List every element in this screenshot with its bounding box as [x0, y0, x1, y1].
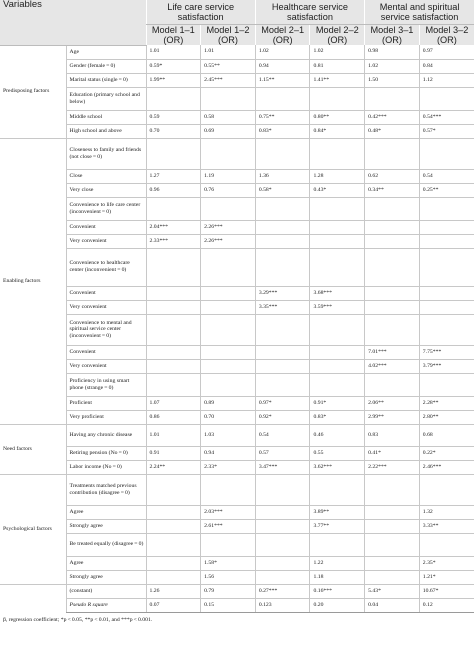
odds-ratio-cell: 0.69: [201, 124, 256, 138]
odds-ratio-cell: 7.75***: [419, 345, 474, 359]
odds-ratio-cell: 7.01***: [365, 345, 420, 359]
odds-ratio-cell: 0.46: [310, 424, 365, 446]
odds-ratio-cell: [310, 234, 365, 248]
table-row: [0, 183, 474, 197]
variable-label: Proficient: [66, 396, 146, 410]
variable-label: Convenience to life care center (inconvenient = 0): [66, 197, 146, 220]
group-label: Psychological factors: [0, 474, 66, 584]
odds-ratio-cell: 1.02: [310, 45, 365, 59]
table-row: [0, 424, 474, 446]
variable-label: Retiring pension (No = 0): [66, 446, 146, 460]
odds-ratio-cell: 0.68: [419, 424, 474, 446]
footnote: β, regression coefficient; *p < 0.05, **p < 0.01, and ***p < 0.001.: [3, 616, 153, 623]
variables-header: Variables: [0, 0, 146, 45]
table-row: [0, 124, 474, 138]
odds-ratio-cell: [255, 248, 310, 286]
odds-ratio-cell: 0.84: [419, 59, 474, 73]
odds-ratio-cell: 0.25**: [419, 183, 474, 197]
odds-ratio-cell: 2.26***: [201, 234, 256, 248]
odds-ratio-cell: 2.26***: [201, 220, 256, 234]
odds-ratio-cell: 2.22***: [365, 460, 420, 474]
odds-ratio-cell: [146, 87, 201, 110]
odds-ratio-cell: 2.04***: [146, 220, 201, 234]
odds-ratio-cell: 1.26: [146, 584, 201, 598]
group-header-life-care: Life care service satisfaction: [146, 0, 255, 25]
odds-ratio-cell: 0.48*: [365, 124, 420, 138]
odds-ratio-cell: [146, 248, 201, 286]
odds-ratio-cell: [146, 373, 201, 396]
table-body: [0, 45, 474, 612]
odds-ratio-cell: 0.62: [365, 169, 420, 183]
odds-ratio-cell: 0.123: [255, 598, 310, 612]
odds-ratio-cell: [365, 286, 420, 300]
odds-ratio-cell: [365, 519, 420, 533]
odds-ratio-cell: 0.97: [419, 45, 474, 59]
odds-ratio-cell: [365, 570, 420, 584]
variable-label: Convenient: [66, 286, 146, 300]
odds-ratio-cell: 1.50: [365, 73, 420, 87]
odds-ratio-cell: [310, 138, 365, 169]
odds-ratio-cell: [146, 519, 201, 533]
variable-label: Very close: [66, 183, 146, 197]
odds-ratio-cell: [201, 359, 256, 373]
model-header: Model 3–2 (OR): [419, 25, 474, 46]
group-header-healthcare: Healthcare service satisfaction: [255, 0, 364, 25]
variable-label: Closeness to family and friends (not close = 0): [66, 138, 146, 169]
group-label: Enabling factors: [0, 138, 66, 424]
table-row: [0, 59, 474, 73]
odds-ratio-cell: [255, 220, 310, 234]
variable-label: Agree: [66, 556, 146, 570]
odds-ratio-cell: 3.29***: [255, 286, 310, 300]
odds-ratio-cell: [419, 300, 474, 314]
odds-ratio-cell: 2.46***: [419, 460, 474, 474]
variable-label: Education (primary school and below): [66, 87, 146, 110]
odds-ratio-cell: [365, 505, 420, 519]
odds-ratio-cell: [255, 345, 310, 359]
variable-label: Be treated equally (disagree = 0): [66, 533, 146, 556]
odds-ratio-cell: 3.89**: [310, 505, 365, 519]
odds-ratio-cell: 1.22: [310, 556, 365, 570]
odds-ratio-cell: 0.57: [255, 446, 310, 460]
odds-ratio-cell: [419, 314, 474, 345]
model-header: Model 2–1 (OR): [255, 25, 310, 46]
odds-ratio-cell: [255, 556, 310, 570]
group-header-mental-spiritual: Mental and spiritual service satisfaction: [365, 0, 474, 25]
table-row: [0, 169, 474, 183]
odds-ratio-cell: 3.35***: [255, 300, 310, 314]
odds-ratio-cell: 1.03: [201, 424, 256, 446]
odds-ratio-cell: 0.34**: [365, 183, 420, 197]
odds-ratio-cell: [419, 138, 474, 169]
table-row: [0, 396, 474, 410]
odds-ratio-cell: 1.56: [201, 570, 256, 584]
variable-label: Convenience to mental and spiritual service center (inconvenient = 0): [66, 314, 146, 345]
odds-ratio-cell: 2.24**: [146, 460, 201, 474]
odds-ratio-cell: 0.15: [201, 598, 256, 612]
odds-ratio-cell: [310, 248, 365, 286]
variable-label: Age: [66, 45, 146, 59]
odds-ratio-cell: 2.99**: [365, 410, 420, 424]
odds-ratio-cell: [146, 505, 201, 519]
odds-ratio-cell: 2.35*: [419, 556, 474, 570]
variable-label: Proficiency in using smart phone (strange = 0): [66, 373, 146, 396]
odds-ratio-cell: [310, 359, 365, 373]
table-row: [0, 110, 474, 124]
table-row: [0, 570, 474, 584]
odds-ratio-cell: 0.79: [201, 584, 256, 598]
odds-ratio-cell: 2.03***: [201, 505, 256, 519]
odds-ratio-cell: [255, 474, 310, 505]
odds-ratio-cell: 0.16***: [310, 584, 365, 598]
odds-ratio-cell: 0.80**: [310, 110, 365, 124]
odds-ratio-cell: [146, 197, 201, 220]
odds-ratio-cell: 0.70: [201, 410, 256, 424]
table-row: [0, 345, 474, 359]
odds-ratio-cell: [146, 556, 201, 570]
odds-ratio-cell: 0.75**: [255, 110, 310, 124]
odds-ratio-cell: 0.41*: [365, 446, 420, 460]
odds-ratio-cell: 1.18: [310, 570, 365, 584]
odds-ratio-cell: 2.33***: [146, 234, 201, 248]
odds-ratio-cell: 0.54: [255, 424, 310, 446]
odds-ratio-cell: 0.12: [419, 598, 474, 612]
odds-ratio-cell: [310, 533, 365, 556]
variable-label: Pseudo R square: [66, 598, 146, 612]
table-row: [0, 234, 474, 248]
group-label: [0, 584, 66, 612]
odds-ratio-cell: 0.83*: [255, 124, 310, 138]
odds-ratio-cell: [419, 248, 474, 286]
odds-ratio-cell: 3.77**: [310, 519, 365, 533]
odds-ratio-cell: [255, 533, 310, 556]
odds-ratio-cell: [201, 373, 256, 396]
odds-ratio-cell: [365, 197, 420, 220]
odds-ratio-cell: [201, 300, 256, 314]
odds-ratio-cell: 0.84*: [310, 124, 365, 138]
odds-ratio-cell: 0.70: [146, 124, 201, 138]
odds-ratio-cell: [365, 533, 420, 556]
odds-ratio-cell: 0.81: [310, 59, 365, 73]
group-label: Need factors: [0, 424, 66, 474]
odds-ratio-cell: 0.57*: [419, 124, 474, 138]
table-row: [0, 220, 474, 234]
odds-ratio-cell: [419, 220, 474, 234]
odds-ratio-cell: 3.79***: [419, 359, 474, 373]
odds-ratio-cell: [419, 373, 474, 396]
odds-ratio-cell: 1.15**: [255, 73, 310, 87]
odds-ratio-cell: 1.02: [255, 45, 310, 59]
odds-ratio-cell: [146, 138, 201, 169]
odds-ratio-cell: 3.62***: [310, 460, 365, 474]
odds-ratio-cell: 1.28: [310, 169, 365, 183]
odds-ratio-cell: 0.94: [255, 59, 310, 73]
odds-ratio-cell: [255, 505, 310, 519]
variable-label: Very convenient: [66, 359, 146, 373]
odds-ratio-cell: 0.42***: [365, 110, 420, 124]
odds-ratio-cell: [255, 570, 310, 584]
group-label: Predisposing factors: [3, 88, 50, 95]
odds-ratio-cell: 0.91: [146, 446, 201, 460]
odds-ratio-cell: 1.41**: [310, 73, 365, 87]
odds-ratio-cell: [146, 286, 201, 300]
odds-ratio-cell: 0.59: [146, 110, 201, 124]
variable-label: Very convenient: [66, 300, 146, 314]
odds-ratio-cell: [419, 474, 474, 505]
odds-ratio-cell: 0.76: [201, 183, 256, 197]
table-row: [0, 505, 474, 519]
table-row: [0, 248, 474, 286]
odds-ratio-cell: 1.01: [146, 45, 201, 59]
odds-ratio-cell: 0.96: [146, 183, 201, 197]
variable-label: Very convenient: [66, 234, 146, 248]
odds-ratio-cell: [419, 286, 474, 300]
odds-ratio-cell: [201, 474, 256, 505]
odds-ratio-cell: 4.02***: [365, 359, 420, 373]
model-header: Model 3–1 (OR): [365, 25, 420, 46]
table-row: [0, 373, 474, 396]
odds-ratio-cell: [310, 373, 365, 396]
odds-ratio-cell: 1.12: [419, 73, 474, 87]
table-row: [0, 533, 474, 556]
odds-ratio-cell: [365, 373, 420, 396]
odds-ratio-cell: 0.89: [201, 396, 256, 410]
odds-ratio-cell: 0.07: [146, 598, 201, 612]
odds-ratio-cell: 3.47***: [255, 460, 310, 474]
odds-ratio-cell: 0.54: [419, 169, 474, 183]
odds-ratio-cell: [310, 314, 365, 345]
odds-ratio-cell: 2.45***: [201, 73, 256, 87]
odds-ratio-cell: [419, 234, 474, 248]
odds-ratio-cell: [201, 87, 256, 110]
table-row: [0, 474, 474, 505]
odds-ratio-cell: 0.83*: [310, 410, 365, 424]
odds-ratio-cell: 0.43*: [310, 183, 365, 197]
variable-label: Marital status (single = 0): [66, 73, 146, 87]
variable-label: Strongly agree: [66, 519, 146, 533]
table-row: [0, 584, 474, 598]
odds-ratio-cell: 2.28**: [419, 396, 474, 410]
odds-ratio-cell: [310, 474, 365, 505]
odds-ratio-cell: 0.91*: [310, 396, 365, 410]
odds-ratio-cell: [310, 87, 365, 110]
table-row: [0, 556, 474, 570]
odds-ratio-cell: 0.59*: [146, 59, 201, 73]
odds-ratio-cell: 0.97*: [255, 396, 310, 410]
odds-ratio-cell: [201, 248, 256, 286]
odds-ratio-cell: 1.99**: [146, 73, 201, 87]
odds-ratio-cell: [365, 556, 420, 570]
odds-ratio-cell: [146, 314, 201, 345]
odds-ratio-cell: 2.33*: [201, 460, 256, 474]
odds-ratio-cell: [146, 345, 201, 359]
odds-ratio-cell: [255, 234, 310, 248]
odds-ratio-cell: 0.04: [365, 598, 420, 612]
odds-ratio-cell: 0.27***: [255, 584, 310, 598]
odds-ratio-cell: [365, 234, 420, 248]
odds-ratio-cell: 3.33**: [419, 519, 474, 533]
variable-label: (constant): [66, 584, 146, 598]
table-row: [0, 410, 474, 424]
table-row: [0, 519, 474, 533]
odds-ratio-cell: 0.98: [365, 45, 420, 59]
odds-ratio-cell: [365, 220, 420, 234]
odds-ratio-cell: [365, 138, 420, 169]
table-row: [0, 300, 474, 314]
odds-ratio-cell: [201, 197, 256, 220]
table-row: [0, 598, 474, 612]
variable-label: Close: [66, 169, 146, 183]
odds-ratio-cell: 0.22*: [419, 446, 474, 460]
odds-ratio-cell: [146, 570, 201, 584]
odds-ratio-cell: 1.58*: [201, 556, 256, 570]
variable-label: High school and above: [66, 124, 146, 138]
odds-ratio-cell: [365, 300, 420, 314]
table-row: [0, 359, 474, 373]
variable-label: Very proficient: [66, 410, 146, 424]
odds-ratio-cell: [255, 197, 310, 220]
odds-ratio-cell: [201, 138, 256, 169]
odds-ratio-cell: 1.36: [255, 169, 310, 183]
odds-ratio-cell: [255, 373, 310, 396]
table-row: [0, 138, 474, 169]
odds-ratio-cell: [310, 197, 365, 220]
odds-ratio-cell: [201, 533, 256, 556]
odds-ratio-cell: 2.61***: [201, 519, 256, 533]
odds-ratio-cell: 1.27: [146, 169, 201, 183]
odds-ratio-cell: 1.19: [201, 169, 256, 183]
odds-ratio-cell: [146, 533, 201, 556]
table-row: [0, 446, 474, 460]
odds-ratio-cell: [365, 87, 420, 110]
odds-ratio-cell: [419, 87, 474, 110]
variable-label: Gender (female = 0): [66, 59, 146, 73]
odds-ratio-cell: 0.55**: [201, 59, 256, 73]
odds-ratio-cell: 0.86: [146, 410, 201, 424]
odds-ratio-cell: 0.92*: [255, 410, 310, 424]
odds-ratio-cell: [365, 314, 420, 345]
odds-ratio-cell: 1.07: [146, 396, 201, 410]
odds-ratio-cell: [255, 87, 310, 110]
odds-ratio-cell: [255, 314, 310, 345]
table-row: [0, 197, 474, 220]
odds-ratio-cell: 0.58*: [255, 183, 310, 197]
odds-ratio-cell: 0.58: [201, 110, 256, 124]
odds-ratio-cell: [255, 519, 310, 533]
variable-label: Convenient: [66, 345, 146, 359]
header-row-groups: [0, 0, 474, 25]
table-row: [0, 45, 474, 59]
odds-ratio-cell: 0.94: [201, 446, 256, 460]
variable-label: Having any chronic disease: [66, 424, 146, 446]
variable-label: Middle school: [66, 110, 146, 124]
odds-ratio-cell: [419, 533, 474, 556]
odds-ratio-cell: [419, 197, 474, 220]
odds-ratio-cell: [365, 248, 420, 286]
odds-ratio-cell: [255, 359, 310, 373]
odds-ratio-cell: 3.68***: [310, 286, 365, 300]
variable-label: Convenient: [66, 220, 146, 234]
odds-ratio-cell: 1.32: [419, 505, 474, 519]
variable-label: Labor income (No = 0): [66, 460, 146, 474]
odds-ratio-cell: [146, 474, 201, 505]
table-row: [0, 286, 474, 300]
odds-ratio-cell: 1.02: [365, 59, 420, 73]
variable-label: Agree: [66, 505, 146, 519]
odds-ratio-cell: [146, 300, 201, 314]
model-header: Model 2–2 (OR): [310, 25, 365, 46]
odds-ratio-cell: [310, 345, 365, 359]
odds-ratio-cell: [201, 345, 256, 359]
odds-ratio-cell: 3.59***: [310, 300, 365, 314]
model-header: Model 1–1 (OR): [146, 25, 201, 46]
table-row: [0, 87, 474, 110]
odds-ratio-cell: 0.54***: [419, 110, 474, 124]
odds-ratio-cell: 1.21*: [419, 570, 474, 584]
variable-label: Convenience to healthcare center (inconvenient = 0): [66, 248, 146, 286]
model-header: Model 1–2 (OR): [201, 25, 256, 46]
odds-ratio-cell: 0.55: [310, 446, 365, 460]
odds-ratio-cell: 10.67*: [419, 584, 474, 598]
odds-ratio-cell: 0.83: [365, 424, 420, 446]
odds-ratio-cell: 5.43*: [365, 584, 420, 598]
table-row: [0, 314, 474, 345]
odds-ratio-cell: [146, 359, 201, 373]
odds-ratio-cell: [201, 286, 256, 300]
odds-ratio-cell: 0.20: [310, 598, 365, 612]
odds-ratio-cell: [310, 220, 365, 234]
odds-ratio-cell: 1.01: [201, 45, 256, 59]
variable-label: Strongly agree: [66, 570, 146, 584]
table-row: [0, 73, 474, 87]
odds-ratio-cell: 2.06**: [365, 396, 420, 410]
variable-label: Treatments matched previous contribution (disagree = 0): [66, 474, 146, 505]
odds-ratio-cell: 2.80**: [419, 410, 474, 424]
odds-ratio-cell: [255, 138, 310, 169]
odds-ratio-cell: 1.01: [146, 424, 201, 446]
table-row: [0, 460, 474, 474]
odds-ratio-cell: [201, 314, 256, 345]
odds-ratio-cell: [365, 474, 420, 505]
